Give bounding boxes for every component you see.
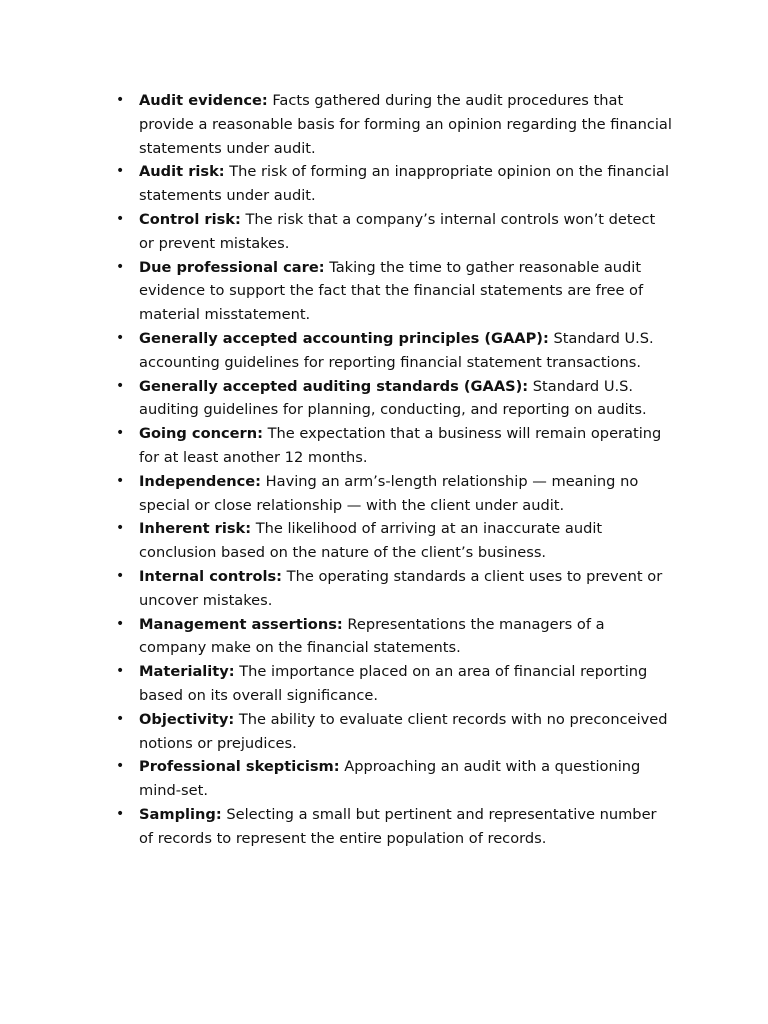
bullet-icon: •	[116, 329, 125, 346]
glossary-term: Going concern:	[139, 425, 263, 443]
bullet-icon: •	[116, 615, 125, 632]
glossary-definition: The ability to evaluate client records with no preconceived notions or prejudices.	[139, 710, 668, 752]
glossary-definition: Standard U.S. auditing guidelines for planning, conducting, and reporting on audits.	[139, 377, 647, 419]
bullet-icon: •	[116, 92, 125, 108]
glossary-definition: The importance placed on an area of financial reporting based on its overall significance.	[139, 663, 648, 704]
glossary-item-control-risk	[116, 208, 673, 256]
glossary-definition: The likelihood of arriving at an inaccurate audit conclusion based on the nature of the client’s business.	[139, 520, 603, 562]
bullet-icon: •	[116, 710, 125, 727]
bullet-icon: •	[116, 163, 125, 180]
glossary-term: Generally accepted accounting principles (GAAP):	[139, 329, 549, 347]
bullet-icon: •	[116, 258, 125, 275]
bullet-icon: •	[116, 567, 125, 584]
glossary-term: Audit evidence:	[139, 92, 268, 109]
bullet-icon: •	[116, 805, 125, 822]
glossary-item-due-professional-care	[116, 256, 673, 327]
glossary-item-inherent-risk	[116, 517, 673, 565]
glossary-item-objectivity	[116, 708, 673, 756]
glossary-term: Sampling:	[139, 805, 222, 823]
glossary-item-gaas	[116, 375, 673, 423]
glossary-term: Materiality:	[139, 663, 235, 681]
glossary-definition: The expectation that a business will remain operating for at least another 12 months.	[139, 425, 662, 466]
bullet-icon: •	[116, 520, 125, 537]
glossary-definition: Facts gathered during the audit procedures that provide a reasonable basis for forming an opinion regarding the financial statements under audit.	[139, 92, 672, 157]
glossary-term: Audit risk:	[139, 163, 225, 181]
glossary-item-sampling	[116, 803, 673, 851]
glossary-term: Objectivity:	[139, 710, 235, 728]
bullet-icon: •	[116, 425, 125, 442]
glossary-item-independence	[116, 470, 673, 518]
glossary-item-audit-evidence	[116, 89, 673, 160]
bullet-icon: •	[116, 472, 125, 489]
glossary-definition: The operating standards a client uses to prevent or uncover mistakes.	[139, 567, 663, 609]
glossary-item-gaap	[116, 327, 673, 375]
bullet-icon: •	[116, 377, 125, 394]
glossary-item-management-assertions	[116, 613, 673, 661]
bullet-icon: •	[116, 210, 125, 227]
glossary-term: Due professional care:	[139, 258, 325, 276]
glossary-item-materiality	[116, 660, 673, 708]
glossary-term: Independence:	[139, 472, 262, 490]
glossary-list	[116, 89, 673, 851]
glossary-term: Generally accepted auditing standards (GAAS):	[139, 377, 529, 395]
glossary-definition: Standard U.S. accounting guidelines for reporting financial statement transactions.	[139, 329, 654, 371]
glossary-item-audit-risk	[116, 160, 673, 208]
bullet-icon: •	[116, 758, 125, 775]
glossary-definition: The risk that a company’s internal controls won’t detect or prevent mistakes.	[139, 210, 656, 252]
glossary-term: Management assertions:	[139, 615, 343, 633]
glossary-item-going-concern	[116, 422, 673, 470]
glossary-definition: Approaching an audit with a questioning mind-set.	[139, 758, 641, 800]
glossary-definition: Selecting a small but pertinent and representative number of records to represent the entire population of records.	[139, 805, 657, 847]
glossary-term: Control risk:	[139, 210, 241, 228]
bullet-icon: •	[116, 663, 125, 680]
glossary-term: Inherent risk:	[139, 520, 252, 538]
glossary-item-professional-skepticism	[116, 755, 673, 803]
glossary-definition: Having an arm’s-length relationship — meaning no special or close relationship — with the client under audit.	[139, 472, 639, 514]
glossary-term: Internal controls:	[139, 567, 283, 585]
glossary-definition: Representations the managers of a company make on the financial statements.	[139, 615, 605, 657]
glossary-definition: Taking the time to gather reasonable audit evidence to support the fact that the financial statements are free of material misstatement.	[139, 258, 644, 324]
glossary-term: Professional skepticism:	[139, 758, 340, 776]
glossary-item-internal-controls	[116, 565, 673, 613]
glossary-definition: The risk of forming an inappropriate opinion on the financial statements under audit.	[139, 163, 670, 205]
